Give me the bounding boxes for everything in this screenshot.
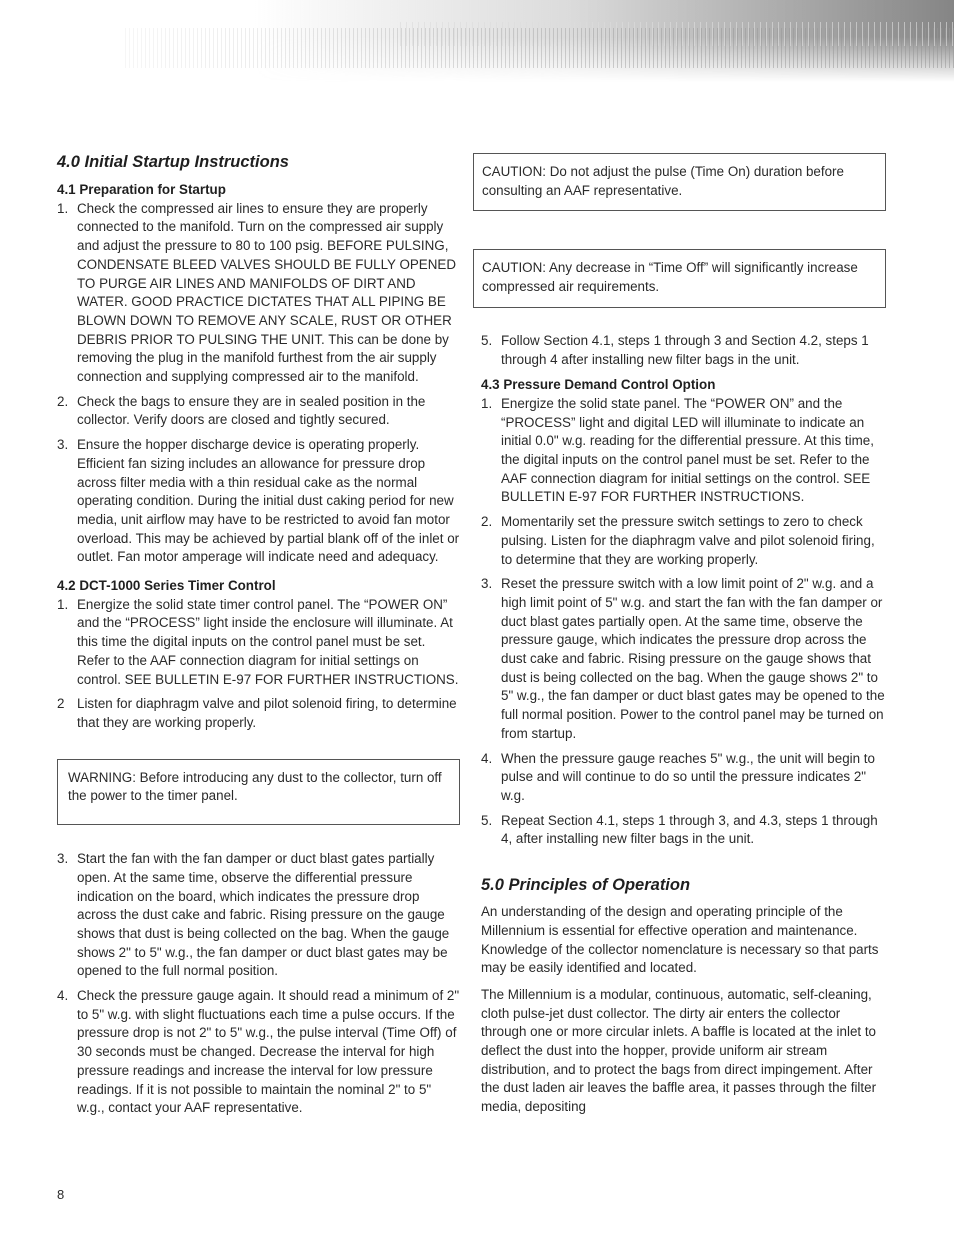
list-item: 3. Reset the pressure switch with a low limit point of 2" w.g. and a high limit point of 5" w.g. and start the fan with the fan damper or duct blast gates partially open. At the same time, observe the pressure gauge, which indicates the pressure drop across the dust cake and fabric. Rising pressure on the gauge shows that dust is being collected on the bag. When the gauge shows 2" to 5" w.g., the fan damper or duct blast gates may be opened to the full normal position. Power to the control panel may be turned on from startup. <box>481 576 885 741</box>
subsection-title-4-1: 4.1 Preparation for Startup <box>57 182 226 197</box>
paragraph: The Millennium is a modular, continuous, automatic, self-cleaning, cloth pulse-jet dust collector. The dirty air enters the collector through one or more circular inlets. A baffle is located at the inlet to deflect the dust into the hopper, provide uniform air stream distribution, and to protect the bags from direct impingement. After the dust laden air leaves the baffle area, it passes through the filter media, depositing <box>481 986 877 1115</box>
list-item: 2. Check the bags to ensure they are in sealed position in the collector. Verify doors are closed and tightly secured. <box>57 393 426 428</box>
list-item: 5. Repeat Section 4.1, steps 1 through 3, and 4.3, steps 1 through 4, after installing new filter bags in the unit. <box>481 812 878 847</box>
list-4-2-item-5 <box>481 332 886 369</box>
list-item: 3. Start the fan with the fan damper or duct blast gates partially open. At the same time, observe the differential pressure indication on the board, which indicates the pressure drop across the dust cake and fabric. Rising pressure on the gauge shows that dust is being collected on the bag. When the gauge shows 2" to 5" w.g., the fan damper or duct blast gates may be opened to the full normal position. <box>57 851 450 979</box>
left-column <box>57 152 460 1124</box>
section-heading-4-0: 4.0 Initial Startup Instructions <box>57 153 289 171</box>
right-column <box>481 153 886 1125</box>
section-heading-5-0: 5.0 Principles of Operation <box>481 876 691 895</box>
caution-box-time-off <box>473 249 886 307</box>
list-item: 4. When the pressure gauge reaches 5" w.g., the unit will begin to pulse and will continue to do so until the pressure indicates 2" w.g. <box>481 750 875 803</box>
caution-text: CAUTION: Any decrease in “Time Off” will significantly increase compressed air requirements. <box>482 260 858 295</box>
caution-box-pulse <box>473 153 886 211</box>
page-number: 8 <box>57 1187 65 1202</box>
list-item: 4. Check the pressure gauge again. It should read a minimum of 2" to 5" w.g. with slight fluctuations each time a pulse occurs. If the pressure drop is not 2" to 5" w.g., the pulse interval (Time Off) of 30 seconds must be changed. Decrease the interval for high pressure readings and increase the interval for low pressure readings. If it is not possible to maintain the nominal 2" to 5" w.g., contact your AAF representative. <box>57 988 460 1116</box>
list-item: 3. Ensure the hopper discharge device is operating properly. Efficient fan sizing includes an allowance for pressure drop across filter media with a thin residual cake as the normal operating condition. During the initial dust caking period for new media, unit airflow may have to be restricted to avoid fan motor overload. This may be achieved by partial blank off of the inlet or outlet. Fan motor amperage will indicate need and adequacy. <box>57 437 460 565</box>
warning-box <box>57 759 460 825</box>
list-4-3 <box>481 395 886 849</box>
list-item: 5. Follow Section 4.1, steps 1 through 3 and Section 4.2, steps 1 through 4 after installing new filter bags in the unit. <box>481 332 869 367</box>
list-item: 1. Energize the solid state timer control panel. The “POWER ON” and the “PROCESS” light inside the enclosure will illuminate. At this time the digital inputs on the control panel must be set. Refer to the AAF connection diagram for initial settings on control. SEE BULLETIN E-97 FOR FURTHER INSTRUCTIONS. <box>57 596 459 687</box>
list-4-2-continued <box>57 850 460 1118</box>
list-item: 1. Energize the solid state panel. The “POWER ON” and the “PROCESS” light and digital LED will illuminate to indicate an initial 0.0" w.g. reading for the differential pressure. At this time, the digital inputs on the control panel must be set. Refer to the AAF connection diagram for initial settings on the control. SEE BULLETIN E-97 FOR FURTHER INSTRUCTIONS. <box>481 395 874 505</box>
subsection-title-4-2: 4.2 DCT-1000 Series Timer Control <box>57 578 276 594</box>
subsection-title-4-3: 4.3 Pressure Demand Control Option <box>481 377 716 393</box>
list-item: 1. Check the compressed air lines to ensure they are properly connected to the manifold. Turn on the compressed air supply and adjust the pressure to 80 to 100 psig. BEFORE PULSING, CONDENSATE BLEED VALVES SHOULD BE FULLY OPENED TO PURGE AIR LINES AND MANIFOLDS OF DIRT AND WATER. GOOD PRACTICE DICTATES THAT ALL PIPING BE BLOWN DOWN TO REMOVE ANY SCALE, RUST OR OTHER DEBRIS PRIOR TO PULSING THE UNIT. This can be done by removing the plug in the manifold furthest from the air supply connection and supplying compressed air to the manifold. <box>57 200 457 385</box>
list-4-1 <box>57 200 460 567</box>
list-4-2 <box>57 596 460 733</box>
list-item: 2 Listen for diaphragm valve and pilot solenoid firing, to determine that they are working properly. <box>57 696 457 730</box>
header-banner <box>0 0 954 82</box>
warning-text: WARNING: Before introducing any dust to the collector, turn off the power to the timer panel. <box>68 769 442 804</box>
list-item: 2. Momentarily set the pressure switch settings to zero to check pulsing. Listen for the diaphragm valve and pilot solenoid firing, to determine that they are working properly. <box>481 514 875 567</box>
banner-stripes-highlight <box>400 22 954 46</box>
caution-text: CAUTION: Do not adjust the pulse (Time On) duration before consulting an AAF representative. <box>482 164 844 198</box>
paragraph: An understanding of the design and operating principle of the Millennium is essential for effective operation and maintenance. Knowledge of the collector nomenclature is necessary so that parts may be easily identified and located. <box>481 904 879 976</box>
